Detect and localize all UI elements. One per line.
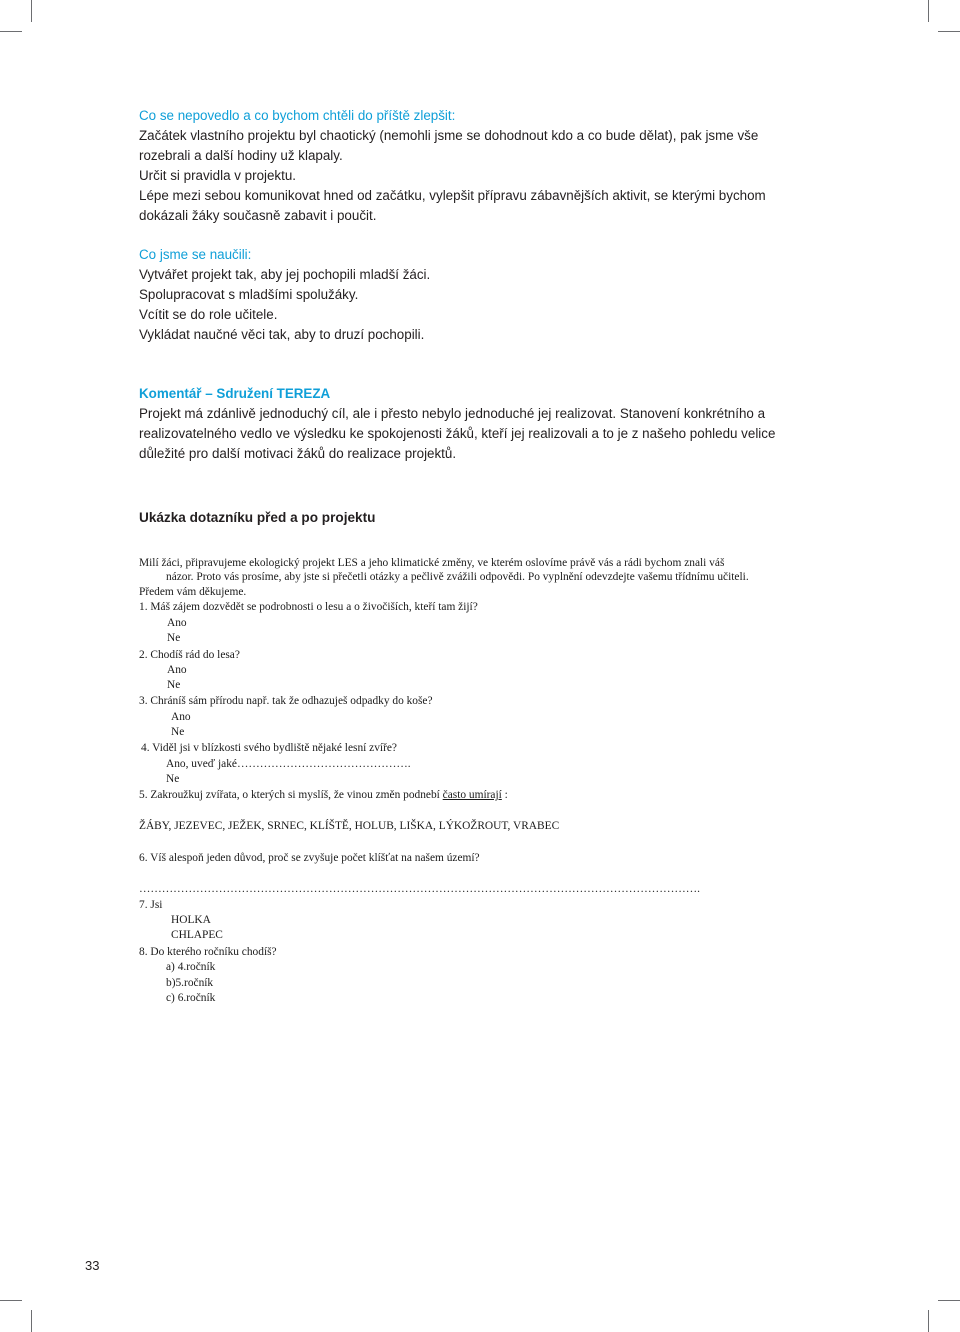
text-line: důležité pro další motivaci žáků do realizace projektů. [139,446,457,461]
answer-option: CHLAPEC [171,929,223,941]
text-line: Vytvářet projekt tak, aby jej pochopili mladší žáci. [139,267,431,282]
crop-mark [31,1310,32,1332]
question-7: 7. Jsi [139,899,163,911]
answer-option: c) 6.ročník [166,992,216,1004]
learned-section [139,245,829,345]
text-line: Určit si pravidla v projektu. [139,168,297,183]
crop-mark [31,0,32,22]
question-4: 4. Viděl jsi v blízkosti svého bydliště nějaké lesní zvíře? [141,742,397,754]
crop-mark [0,1300,22,1301]
animals-list: ŽÁBY, JEZEVEC, JEŽEK, SRNEC, KLÍŠTĚ, HOLUB, LIŠKA, LÝKOŽROUT, VRABEC [139,820,560,832]
answer-option: HOLKA [171,914,211,926]
text-line: realizovatelného vedlo ve výsledku ke spokojenosti žáků, kteří jej realizovali a to je z našeho pohledu velice [139,426,776,441]
question-8: 8. Do kterého ročníku chodíš? [139,946,277,958]
answer-option: Ne [167,632,181,644]
intro-line: Předem vám děkujeme. [139,586,247,598]
crop-mark [938,31,960,32]
answer-option: a) 4.ročník [166,961,216,973]
text-line: Projekt má zdánlivě jednoduchý cíl, ale i přesto nebylo jednoduché jej realizovat. Stanovení konkrétního a [139,406,766,421]
question-3: 3. Chráníš sám přírodu např. tak že odhazuješ odpadky do koše? [139,695,433,707]
text-line: Spolupracovat s mladšími spolužáky. [139,287,359,302]
improvements-heading: Co se nepovedlo a co bychom chtěli do příště zlepšit: [139,108,456,123]
questionnaire-scan [139,556,839,1016]
questionnaire-title-block [139,508,829,528]
answer-option: b)5.ročník [166,977,214,989]
improvements-section [139,106,829,226]
text-line: Vcítit se do role učitele. [139,307,278,322]
text-line: Začátek vlastního projektu byl chaotický (nemohli jsme se dohodnout kdo a co bude dělat), pak jsme vše [139,128,759,143]
crop-mark [0,31,22,32]
question-6: 6. Víš alespoň jeden důvod, proč se zvyšuje počet klíšťat na našem území? [139,852,480,864]
question-2: 2. Chodíš rád do lesa? [139,649,240,661]
comment-heading: Komentář – Sdružení TEREZA [139,386,331,401]
intro-line: Milí žáci, připravujeme ekologický projekt LES a jeho klimatické změny, ve kterém oslovíme právě vás a rádi bychom znali váš [139,557,725,569]
question-5-colon: : [501,789,508,801]
text-line: Lépe mezi sebou komunikovat hned od začátku, vylepšit přípravu zábavnějších aktivit, se kterými bychom [139,188,766,203]
crop-mark [928,0,929,22]
comment-section [139,384,829,464]
answer-line: …………………………………………………………………………………………………………………………………. [139,883,700,895]
question-5 [139,788,508,802]
answer-option: Ano [171,711,191,723]
question-1: 1. Máš zájem dozvědět se podrobnosti o lesu a o živočiších, kteří tam žijí? [139,601,478,613]
text-line: Vykládat naučné věci tak, aby to druzí pochopili. [139,327,425,342]
questionnaire-title: Ukázka dotazníku před a po projektu [139,510,376,525]
answer-option: Ne [166,773,180,785]
text-line: rozebrali a další hodiny už klapaly. [139,148,343,163]
crop-mark [928,1310,929,1332]
answer-option: Ano [167,664,187,676]
crop-mark [938,1300,960,1301]
page-number: 33 [85,1258,100,1273]
answer-option: Ano, uveď jaké………………………………………. [166,758,411,770]
answer-option: Ne [167,679,181,691]
intro-line: názor. Proto vás prosíme, aby jste si přečetli otázky a pečlivě zvážili odpovědi. Po vyplnění odevzdejte vašemu třídnímu učiteli. [166,571,749,583]
answer-option: Ne [171,726,185,738]
text-line: dokázali žáky současně zabavit i poučit. [139,208,377,223]
question-5-underlined: často umírají [442,789,502,801]
learned-heading: Co jsme se naučili: [139,247,252,262]
question-5-text: 5. Zakroužkuj zvířata, o kterých si myslíš, že vinou změn podnebí [139,789,443,801]
answer-option: Ano [167,617,187,629]
